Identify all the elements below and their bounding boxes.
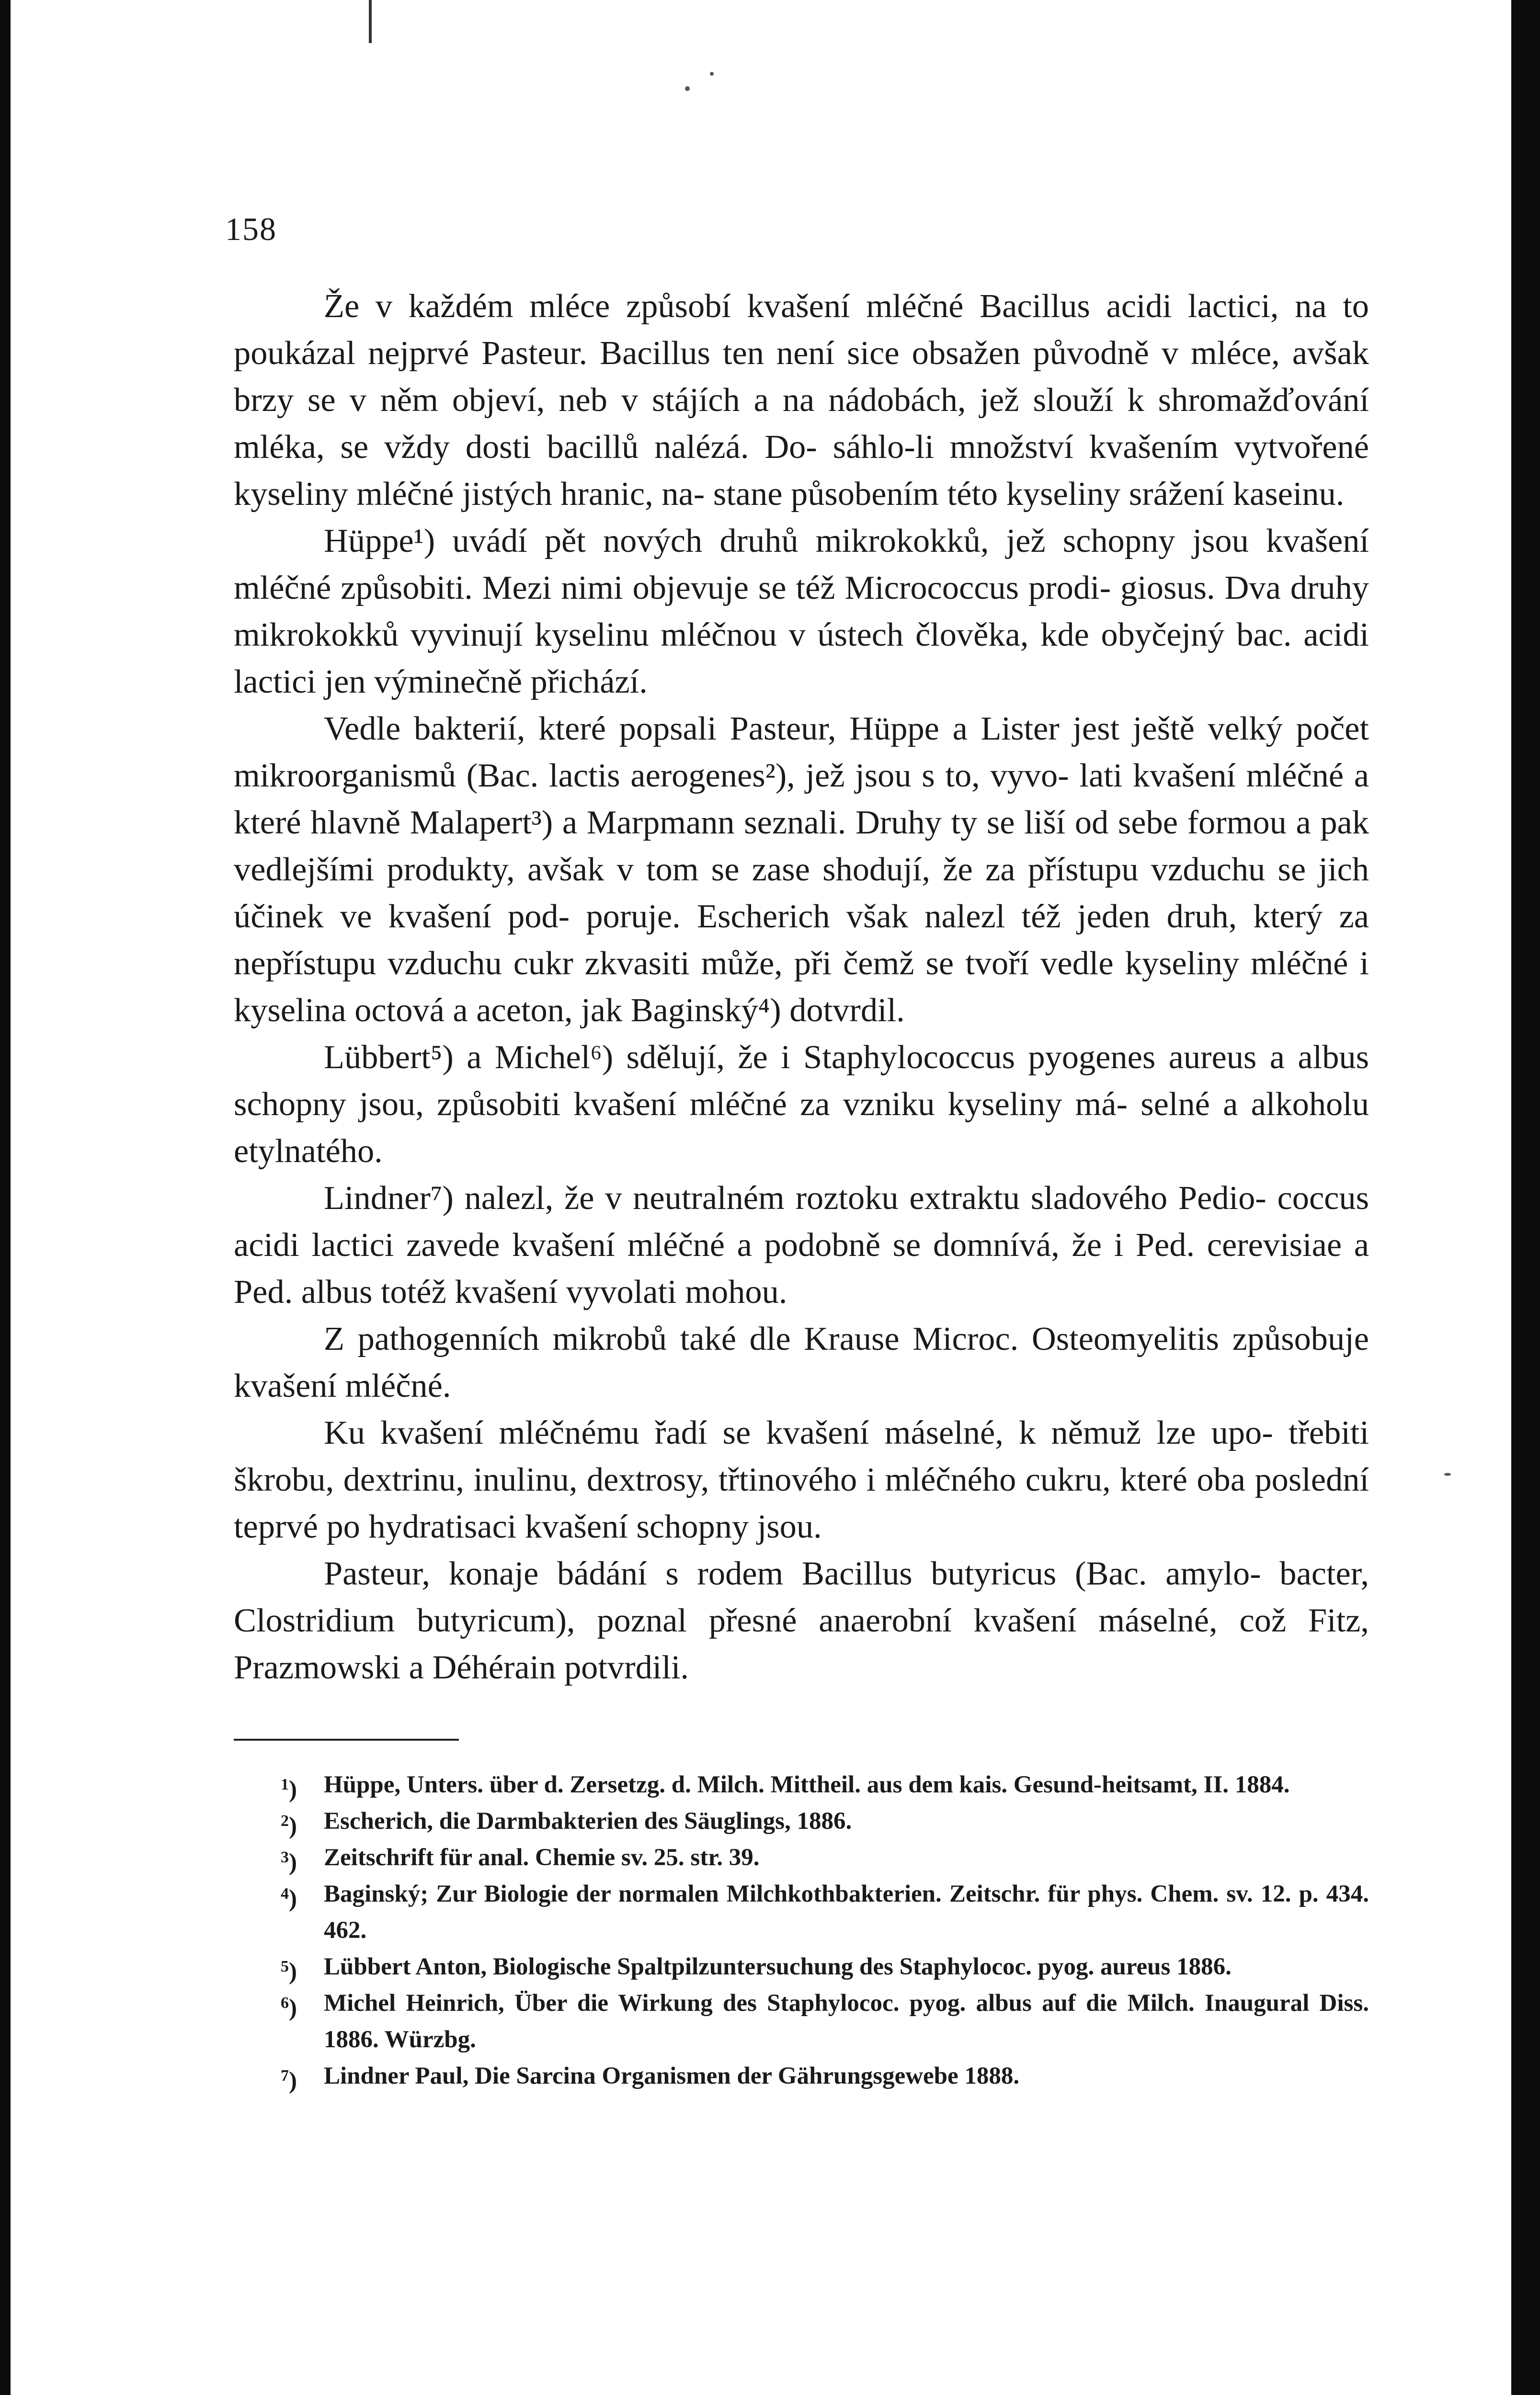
footnote-divider (234, 1739, 459, 1741)
footnote (281, 1949, 1369, 1985)
footnote-marker: $^5$) (281, 1958, 297, 1985)
paragraph: Z pathogenních mikrobů také dle Krause Microc. Osteomyelitis způsobuje kvašení mléčné. (234, 1320, 1369, 1404)
footnote-text: Escherich, die Darmbakterien des Säuglings, 1886. (324, 1808, 852, 1835)
footnote-marker: $^7$) (281, 2067, 297, 2094)
body-text (234, 283, 1369, 1691)
footnote-text: Lübbert Anton, Biologische Spaltpilzuntersuchung des Staphylococ. pyog. aureus 1886. (324, 1953, 1232, 1980)
footnote (281, 1985, 1369, 2058)
footnote-marker: $^6$) (281, 1994, 297, 2021)
footnote-marker: $^3$) (281, 1848, 297, 1876)
footnote-text: Hüppe, Unters. über d. Zersetzg. d. Milch. Mittheil. aus dem kais. Gesund-heitsamt, II. 1884. (324, 1771, 1290, 1798)
footnote-text: Baginský; Zur Biologie der normalen Milchkothbakterien. Zeitschr. für phys. Chem. sv. 12. p. 434. 462. (324, 1881, 1369, 1944)
footnote-text: Michel Heinrich, Über die Wirkung des Staphylococ. pyog. albus auf die Milch. Inaugural Diss. 1886. Würzbg. (324, 1990, 1369, 2053)
footnote-marker: $^1$) (281, 1776, 297, 1803)
paragraph: Že v každém mléce způsobí kvašení mléčné Bacillus acidi lactici, na to poukázal nejprvé Pasteur. Bacillus ten není sice obsažen původně v mléce, avšak brzy se v něm objeví, neb v stájích a na nádobách, jež slouží k shromažďování mléka, se vždy dosti bacillů nalézá. Do- sáhlo-li množství kvašením vytvořené kyseliny mléčné jistých hranic, na- stane působením této kyseliny srážení kaseinu. (234, 287, 1369, 513)
paragraph: Lindner⁷) nalezl, že v neutralném roztoku extraktu sladového Pedio- coccus acidi lactici zavede kvašení mléčné a podobně se domnívá, že i Ped. cerevisiae a Ped. albus totéž kvašení vyvolati mohou. (234, 1179, 1369, 1311)
footnote (281, 1803, 1369, 1839)
footnote-marker: $^4$) (281, 1885, 297, 1912)
footnote-text: Lindner Paul, Die Sarcina Organismen der Gährungsgewebe 1888. (324, 2063, 1020, 2089)
footnote (281, 2058, 1369, 2094)
footnote-marker: $^2$) (281, 1812, 297, 1839)
scan-speck (685, 86, 690, 91)
footnote (281, 1876, 1369, 1949)
scan-border-left (0, 0, 11, 2395)
page-number: 158 (225, 211, 277, 247)
paragraph: Hüppe¹) uvádí pět nových druhů mikrokokků, jež schopny jsou kvašení mléčné způsobiti. Mezi nimi objevuje se též Micrococcus prodi- giosus. Dva druhy mikrokokků vyvinují kyselinu mléčnou v ústech člověka, kde obyčejný bac. acidi lactici jen výminečně přichází. (234, 522, 1369, 700)
paragraph: Pasteur, konaje bádání s rodem Bacillus butyricus (Bac. amylo- bacter, Clostridium butyricum), poznal přesné anaerobní kvašení máselné, což Fitz, Prazmowski a Déhérain potvrdili. (234, 1555, 1369, 1686)
footnote (281, 1767, 1369, 1803)
paragraph: Ku kvašení mléčnému řadí se kvašení máselné, k němuž lze upo- třebiti škrobu, dextrinu, inulinu, dextrosy, třtinového i mléčného cukru, které oba poslední teprvé po hydratisaci kvašení schopny jsou. (234, 1414, 1369, 1545)
scan-speck (1444, 1473, 1451, 1476)
footnote-text: Zeitschrift für anal. Chemie sv. 25. str. 39. (324, 1844, 760, 1871)
footnotes (281, 1767, 1369, 2094)
scan-mark (369, 0, 372, 43)
scan-border-right (1511, 0, 1540, 2395)
footnote (281, 1839, 1369, 1876)
paragraph: Vedle bakterií, které popsali Pasteur, Hüppe a Lister jest ještě velký počet mikroorganismů (Bac. lactis aerogenes²), jež jsou s to, vyvo- lati kvašení mléčné a které hlavně Malapert³) a Marpmann seznali. Druhy ty se liší od sebe formou a pak vedlejšími produkty, avšak v tom se zase shodují, že za přístupu vzduchu se jich účinek ve kvašení pod- poruje. Escherich však nalezl též jeden druh, který za nepřístupu vzduchu cukr zkvasiti může, při čemž se tvoří vedle kyseliny mléčné i kyselina octová a aceton, jak Baginský⁴) dotvrdil. (234, 710, 1369, 1029)
scan-speck (710, 72, 714, 76)
paragraph: Lübbert⁵) a Michel⁶) sdělují, že i Staphylococcus pyogenes aureus a albus schopny jsou, způsobiti kvašení mléčné za vzniku kyseliny má- selné a alkoholu etylnatého. (234, 1038, 1369, 1170)
